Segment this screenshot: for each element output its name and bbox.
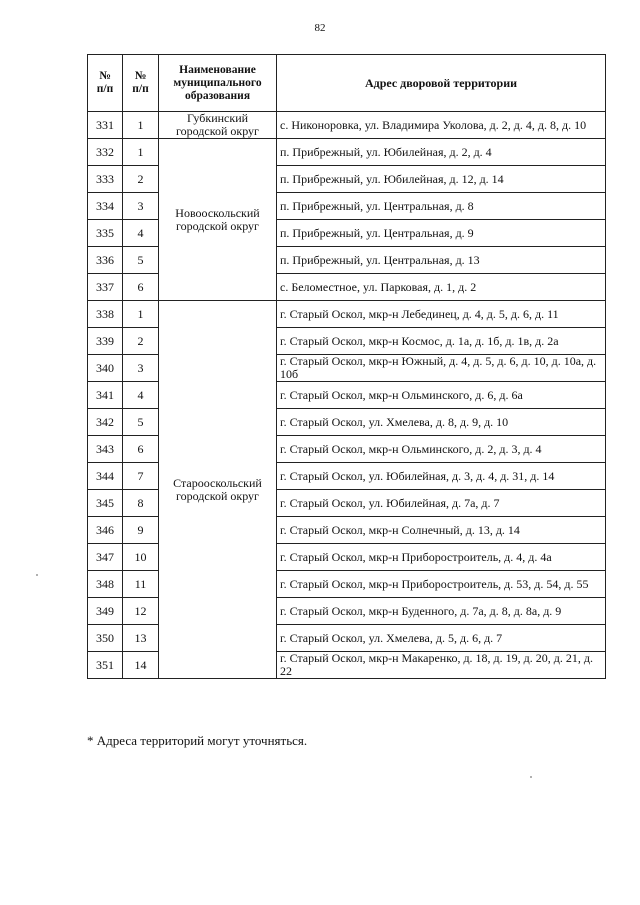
- scan-speck: [530, 776, 532, 778]
- footnote: * Адреса территорий могут уточняться.: [87, 733, 308, 748]
- table-row: [88, 301, 606, 328]
- row-number-local: 11: [123, 571, 159, 598]
- table-body: [88, 112, 606, 679]
- row-number-total: 350: [88, 625, 123, 652]
- address-cell: с. Беломестное, ул. Парковая, д. 1, д. 2: [277, 274, 606, 301]
- row-number-total: 331: [88, 112, 123, 139]
- address-cell: п. Прибрежный, ул. Юбилейная, д. 12, д. 14: [277, 166, 606, 193]
- row-number-local: 9: [123, 517, 159, 544]
- row-number-total: 344: [88, 463, 123, 490]
- address-cell: г. Старый Оскол, мкр-н Ольминского, д. 2, д. 3, д. 4: [277, 436, 606, 463]
- municipality-cell: Новооскольский городской округ: [159, 139, 277, 301]
- row-number-local: 13: [123, 625, 159, 652]
- row-number-local: 6: [123, 436, 159, 463]
- row-number-total: 335: [88, 220, 123, 247]
- row-number-local: 1: [123, 112, 159, 139]
- row-number-total: 347: [88, 544, 123, 571]
- row-number-local: 3: [123, 193, 159, 220]
- address-cell: п. Прибрежный, ул. Центральная, д. 9: [277, 220, 606, 247]
- row-number-local: 7: [123, 463, 159, 490]
- address-cell: г. Старый Оскол, мкр-н Ольминского, д. 6, д. 6а: [277, 382, 606, 409]
- row-number-total: 332: [88, 139, 123, 166]
- municipality-cell: Старооскольский городской округ: [159, 301, 277, 679]
- row-number-local: 2: [123, 328, 159, 355]
- row-number-local: 8: [123, 490, 159, 517]
- municipality-cell: Губкинский городской округ: [159, 112, 277, 139]
- row-number-local: 3: [123, 355, 159, 382]
- address-cell: с. Никоноровка, ул. Владимира Уколова, д. 2, д. 4, д. 8, д. 10: [277, 112, 606, 139]
- row-number-total: 349: [88, 598, 123, 625]
- row-number-local: 5: [123, 409, 159, 436]
- address-cell: п. Прибрежный, ул. Центральная, д. 13: [277, 247, 606, 274]
- row-number-local: 1: [123, 139, 159, 166]
- table-header-row: [88, 55, 606, 112]
- addresses-table: [87, 54, 606, 679]
- address-cell: г. Старый Оскол, мкр-н Лебединец, д. 4, д. 5, д. 6, д. 11: [277, 301, 606, 328]
- address-cell: г. Старый Оскол, мкр-н Космос, д. 1а, д. 1б, д. 1в, д. 2а: [277, 328, 606, 355]
- row-number-local: 5: [123, 247, 159, 274]
- row-number-total: 333: [88, 166, 123, 193]
- address-cell: г. Старый Оскол, мкр-н Макаренко, д. 18, д. 19, д. 20, д. 21, д. 22: [277, 652, 606, 679]
- header-number-total: № п/п: [88, 55, 123, 112]
- table-row: [88, 139, 606, 166]
- page-number: 82: [314, 22, 326, 34]
- address-cell: г. Старый Оскол, мкр-н Приборостроитель, д. 53, д. 54, д. 55: [277, 571, 606, 598]
- row-number-total: 348: [88, 571, 123, 598]
- row-number-total: 338: [88, 301, 123, 328]
- scan-speck: [36, 574, 38, 576]
- address-cell: г. Старый Оскол, мкр-н Приборостроитель, д. 4, д. 4а: [277, 544, 606, 571]
- header-municipality: Наименование муниципального образования: [159, 55, 277, 112]
- row-number-local: 4: [123, 382, 159, 409]
- row-number-total: 342: [88, 409, 123, 436]
- row-number-total: 343: [88, 436, 123, 463]
- row-number-local: 12: [123, 598, 159, 625]
- row-number-local: 2: [123, 166, 159, 193]
- address-cell: г. Старый Оскол, ул. Юбилейная, д. 3, д. 4, д. 31, д. 14: [277, 463, 606, 490]
- address-cell: г. Старый Оскол, мкр-н Солнечный, д. 13, д. 14: [277, 517, 606, 544]
- row-number-total: 346: [88, 517, 123, 544]
- row-number-total: 340: [88, 355, 123, 382]
- header-number-local: № п/п: [123, 55, 159, 112]
- row-number-local: 4: [123, 220, 159, 247]
- row-number-local: 14: [123, 652, 159, 679]
- row-number-local: 6: [123, 274, 159, 301]
- row-number-total: 337: [88, 274, 123, 301]
- table-row: [88, 112, 606, 139]
- row-number-total: 334: [88, 193, 123, 220]
- row-number-total: 351: [88, 652, 123, 679]
- header-address: Адрес дворовой территории: [277, 55, 606, 112]
- row-number-local: 10: [123, 544, 159, 571]
- row-number-total: 339: [88, 328, 123, 355]
- address-cell: г. Старый Оскол, мкр-н Южный, д. 4, д. 5, д. 6, д. 10, д. 10а, д. 10б: [277, 355, 606, 382]
- row-number-total: 345: [88, 490, 123, 517]
- row-number-total: 341: [88, 382, 123, 409]
- row-number-total: 336: [88, 247, 123, 274]
- row-number-local: 1: [123, 301, 159, 328]
- address-cell: г. Старый Оскол, ул. Юбилейная, д. 7а, д. 7: [277, 490, 606, 517]
- address-cell: п. Прибрежный, ул. Юбилейная, д. 2, д. 4: [277, 139, 606, 166]
- address-cell: п. Прибрежный, ул. Центральная, д. 8: [277, 193, 606, 220]
- address-cell: г. Старый Оскол, мкр-н Буденного, д. 7а, д. 8, д. 8а, д. 9: [277, 598, 606, 625]
- address-cell: г. Старый Оскол, ул. Хмелева, д. 8, д. 9, д. 10: [277, 409, 606, 436]
- address-cell: г. Старый Оскол, ул. Хмелева, д. 5, д. 6, д. 7: [277, 625, 606, 652]
